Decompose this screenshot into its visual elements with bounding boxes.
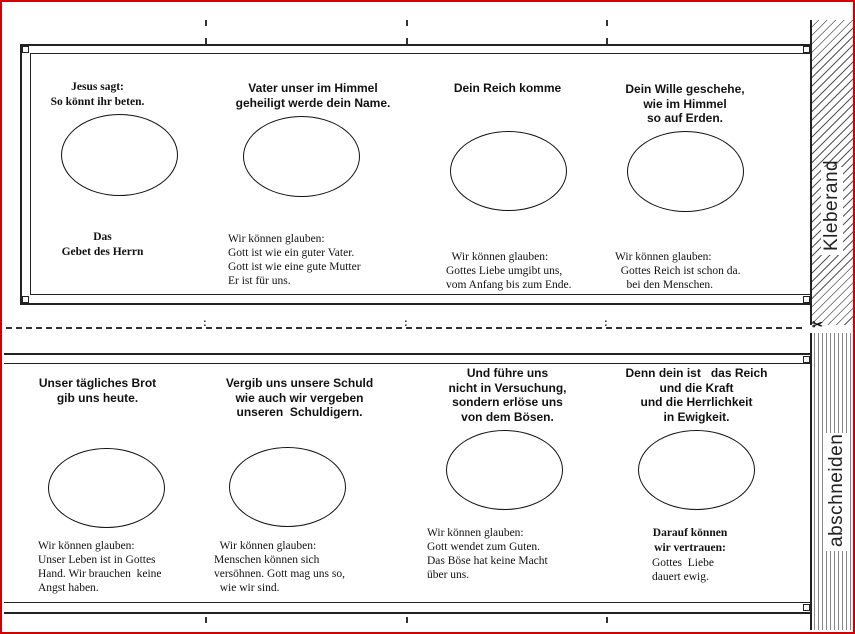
- panel-subtitle: Darauf können wir vertrauen:: [652, 527, 728, 554]
- bottom-strip-border-top-inner: [4, 363, 810, 364]
- panel-text: Wir können glauben: Gott ist wie ein guter Vater. Gott ist wie eine gute Mutter Er ist für uns.: [228, 233, 361, 287]
- panel-title: Denn dein ist das Reich und die Kraft und die Herrlichkeit in Ewigkeit.: [625, 366, 768, 424]
- drawing-oval: [61, 114, 178, 196]
- drawing-oval: [627, 131, 744, 212]
- corner-mark: [803, 296, 810, 303]
- drawing-oval: [48, 448, 165, 528]
- panel-text: Gottes Liebe dauert ewig.: [652, 557, 714, 583]
- drawing-oval: [638, 430, 755, 510]
- drawing-oval: [450, 131, 567, 211]
- panel-title: Dein Reich komme: [453, 81, 562, 95]
- drawing-oval: [229, 447, 346, 527]
- corner-mark: [803, 46, 810, 53]
- fold-mark: :: [203, 317, 207, 329]
- panel-text: Wir können glauben: Gottes Liebe umgibt uns, vom Anfang bis zum Ende.: [446, 251, 572, 291]
- drawing-oval: [243, 116, 360, 197]
- corner-mark: [22, 46, 29, 53]
- cut-mark-bottom-2: [406, 617, 408, 623]
- panel-title: Dein Wille geschehe, wie im Himmel so auf Erden.: [625, 82, 745, 125]
- panel-title: Vergib uns unsere Schuld wie auch wir vergeben unseren Schuldigern.: [225, 376, 374, 419]
- panel-subtitle: Das Gebet des Herrn: [61, 231, 144, 258]
- cut-mark-top-1: [205, 20, 207, 26]
- panel-text: Wir können glauben: Unser Leben ist in Gottes Hand. Wir brauchen keine Angst haben.: [38, 540, 162, 594]
- bottom-strip-border-bottom-inner: [4, 602, 810, 603]
- drawing-oval: [446, 430, 563, 510]
- panel-title: Und führe uns nicht in Versuchung, sondern erlöse uns von dem Bösen.: [448, 366, 567, 424]
- bottom-strip-border-bottom: [4, 612, 810, 614]
- corner-mark: [803, 356, 810, 363]
- panel-title: Vater unser im Himmel geheiligt werde dein Name.: [235, 81, 391, 110]
- glue-margin-edge: [810, 20, 812, 325]
- cut-mark-bottom-3: [606, 617, 608, 623]
- top-strip-border-bottom: [20, 303, 810, 305]
- panel-text: Wir können glauben: Gott wendet zum Guten. Das Böse hat keine Macht über uns.: [427, 527, 548, 581]
- panel-text: Wir können glauben: Menschen können sich versöhnen. Gott mag uns so, wie wir sind.: [214, 540, 345, 594]
- cut-mark-top-2: [406, 20, 408, 26]
- corner-mark: [22, 296, 29, 303]
- fold-mark: :: [604, 317, 608, 329]
- top-strip-border-left: [20, 44, 22, 304]
- corner-mark: [803, 604, 810, 611]
- panel-text: Wir können glauben: Gottes Reich ist schon da. bei den Menschen.: [615, 251, 741, 291]
- glue-margin-label: Kleberand: [821, 167, 843, 255]
- bottom-strip-border-top: [4, 353, 810, 355]
- panel-title: Jesus sagt: So könnt ihr beten.: [50, 81, 145, 108]
- fold-mark: :: [404, 317, 408, 329]
- panel-title: Unser tägliches Brot gib uns heute.: [38, 376, 157, 405]
- cut-margin-label: abschneiden: [826, 433, 848, 551]
- cut-mark-top-3: [606, 20, 608, 26]
- scissors-icon: ✂: [812, 317, 823, 332]
- top-strip-border-top-inner: [30, 53, 810, 54]
- cut-mark-bottom-1: [205, 617, 207, 623]
- top-strip-border-top: [20, 44, 810, 46]
- cut-margin-edge: [810, 333, 812, 630]
- top-strip-border-bottom-inner: [30, 294, 810, 295]
